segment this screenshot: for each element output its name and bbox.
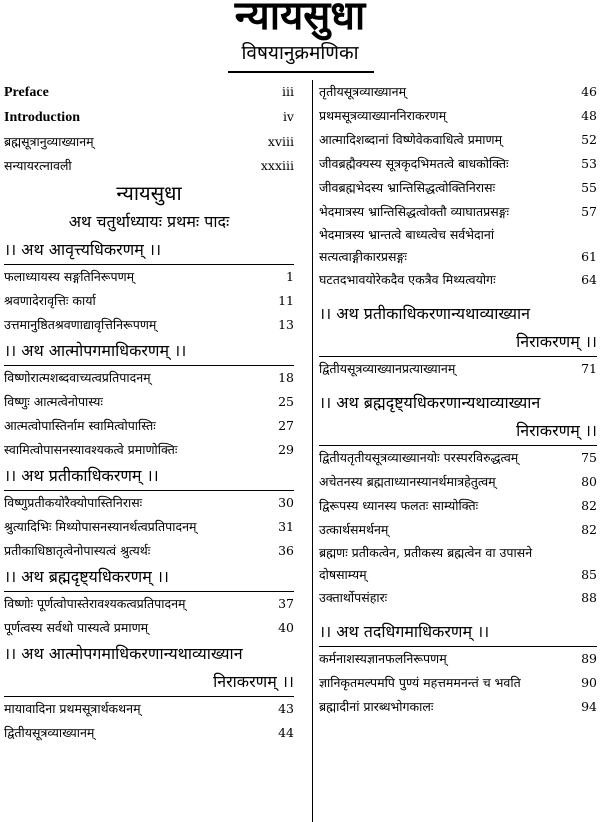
toc-entry[interactable]: उत्कार्थसमर्थनम् 82 (319, 522, 597, 537)
toc-entry[interactable]: भेदमात्रस्य भ्रान्तिसिद्धत्वोक्तौ व्याघातप्रसङ्गः 57 (319, 204, 597, 219)
toc-entry[interactable]: Preface iii (4, 84, 294, 100)
toc-entry[interactable]: उत्तमानुष्ठितश्रवणाद्यावृत्तिनिरूपणम् 13 (4, 317, 294, 332)
toc-entry-cont[interactable]: दोषसाम्यम् 85 (319, 567, 597, 582)
book-title: न्यायसुधा (234, 0, 366, 39)
toc-entry[interactable]: जीवब्रह्मैक्यस्य सूत्रकृदभिमतत्वे बाधकोक्तिः 53 (319, 156, 597, 171)
chapter-heading: अथ चतुर्थाध्यायः प्रथमः पादः (68, 212, 230, 231)
toc-entry[interactable]: प्रतीकाधिष्ठातृत्वेनोपास्यत्वं श्रुत्यर्थः 36 (4, 543, 294, 558)
section-heading: ।। अथ ब्रह्मदृष्ट्यधिकरणान्यथाव्याख्यान (319, 393, 541, 412)
toc-entry[interactable]: विष्णुप्रतीकयोरैक्योपास्तिनिरासः 30 (4, 495, 294, 510)
toc-entry[interactable]: कर्मनाशस्यज्ञानफलनिरूपणम् 89 (319, 651, 597, 666)
section-heading: ।। अथ ब्रह्मदृष्ट्यधिकरणम् ।। (4, 567, 169, 586)
right-column (312, 80, 597, 822)
toc-entry[interactable]: आत्मत्वोपास्तिर्नाम स्वामित्वोपास्तिः 27 (4, 418, 294, 433)
toc-entry[interactable]: पूर्णत्वस्य सर्वथो पास्यत्वे प्रमाणम् 40 (4, 620, 294, 635)
toc-entry[interactable]: विष्णोरात्मशब्दवाच्यत्वप्रतिपादनम् 18 (4, 370, 294, 385)
contents-heading: विषयानुक्रमणिका (241, 42, 359, 64)
toc-entry[interactable]: स्वामित्वोपासनस्यावश्यकत्वे प्रमाणोक्तिः 29 (4, 442, 294, 457)
toc-entry[interactable]: जीवब्रह्मभेदस्य भ्रान्तिसिद्धत्वोक्तिनिरासः 55 (319, 180, 597, 195)
left-column (4, 80, 294, 745)
section-heading: ।। अथ तदधिगमाधिकरणम् ।। (319, 622, 490, 641)
toc-entry[interactable]: अचेतनस्य ब्रह्मताध्यानस्यानर्थमात्रहेतुत्वम् 80 (319, 474, 597, 489)
section-heading-cont: निराकरणम् ।। (213, 672, 294, 691)
toc-entry[interactable]: श्रवणादेरावृत्तिः कार्या 11 (4, 293, 294, 308)
toc-entry[interactable]: सन्यायरत्नावली xxxiii (4, 158, 294, 173)
toc-entry[interactable]: फलाध्यायस्य सङ्गतिनिरूपणम् 1 (4, 269, 294, 284)
toc-entry[interactable]: भेदमात्रस्य भ्रान्तत्वे बाध्यत्वेच सर्वभेदानां (319, 227, 495, 242)
toc-entry[interactable]: Introduction iv (4, 109, 294, 125)
heading-underline (228, 71, 374, 73)
section-heading: ।। अथ आवृत्त्यधिकरणम् ।। (4, 240, 162, 259)
toc-entry[interactable]: ब्रह्मादीनां प्रारब्धभोगकालः 94 (319, 699, 597, 714)
section-heading: ।। अथ आत्मोपगमाधिकरणम् ।। (4, 341, 187, 360)
section-heading: ।। अथ प्रतीकाधिकरणान्यथाव्याख्यान (319, 304, 531, 323)
toc-entry[interactable]: द्वितीयतृतीयसूत्रव्याख्यानयोः परस्परविरुद्धत्वम् 75 (319, 450, 597, 465)
toc-entry[interactable]: ब्रह्मणः प्रतीकत्वेन, प्रतीकस्य ब्रह्मत्वेन वा उपासने (319, 545, 533, 560)
toc-entry[interactable]: प्रथमसूत्रव्याख्याननिराकरणम् 48 (319, 108, 597, 123)
toc-entry[interactable]: श्रुत्यादिभिः मिथ्योपासनस्यानर्थत्वप्रतिपादनम् 31 (4, 519, 294, 534)
toc-entry-cont[interactable]: सत्यत्वाङ्गीकारप्रसङ्गः 61 (319, 249, 597, 264)
toc-entry[interactable]: ब्रह्मसूत्रानुव्याख्यानम् xviii (4, 134, 294, 149)
section-heading-cont: निराकरणम् ।। (516, 332, 597, 351)
part-heading: न्यायसुधा (116, 181, 182, 205)
section-heading: ।। अथ आत्मोपगमाधिकरणान्यथाव्याख्यान (4, 644, 243, 663)
toc-entry[interactable]: विष्णोः पूर्णत्वोपास्तेरावश्यकत्वप्रतिपादनम् 37 (4, 596, 294, 611)
toc-entry[interactable]: उक्तार्थोपसंहारः 88 (319, 590, 597, 605)
toc-entry[interactable]: ज्ञानिकृतमल्पमपि पुण्यं महत्तममनन्तं च भवति 90 (319, 675, 597, 690)
toc-entry[interactable]: द्वितीयसूत्रव्याख्यानम् 44 (4, 725, 294, 740)
toc-entry[interactable]: तृतीयसूत्रव्याख्यानम् 46 (319, 84, 597, 99)
toc-entry[interactable]: विष्णुः आत्मत्वेनोपास्यः 25 (4, 394, 294, 409)
toc-entry[interactable]: द्विरूपस्य ध्यानस्य फलतः साम्योक्तिः 82 (319, 498, 597, 513)
section-heading-cont: निराकरणम् ।। (516, 421, 597, 440)
toc-entry[interactable]: मायावादिना प्रथमसूत्रार्थकथनम् 43 (4, 701, 294, 716)
toc-entry[interactable]: घटतदभावयोरेकदैव एकत्रैव मिथ्यत्वयोगः 64 (319, 272, 597, 287)
toc-entry[interactable]: आत्मादिशब्दानां विष्णेवेकवाधित्वे प्रमाणम् 52 (319, 132, 597, 147)
toc-entry[interactable]: द्वितीयसूत्रव्याख्यानप्रत्याख्यानम् 71 (319, 361, 597, 376)
section-heading: ।। अथ प्रतीकाधिकरणम् ।। (4, 466, 159, 485)
